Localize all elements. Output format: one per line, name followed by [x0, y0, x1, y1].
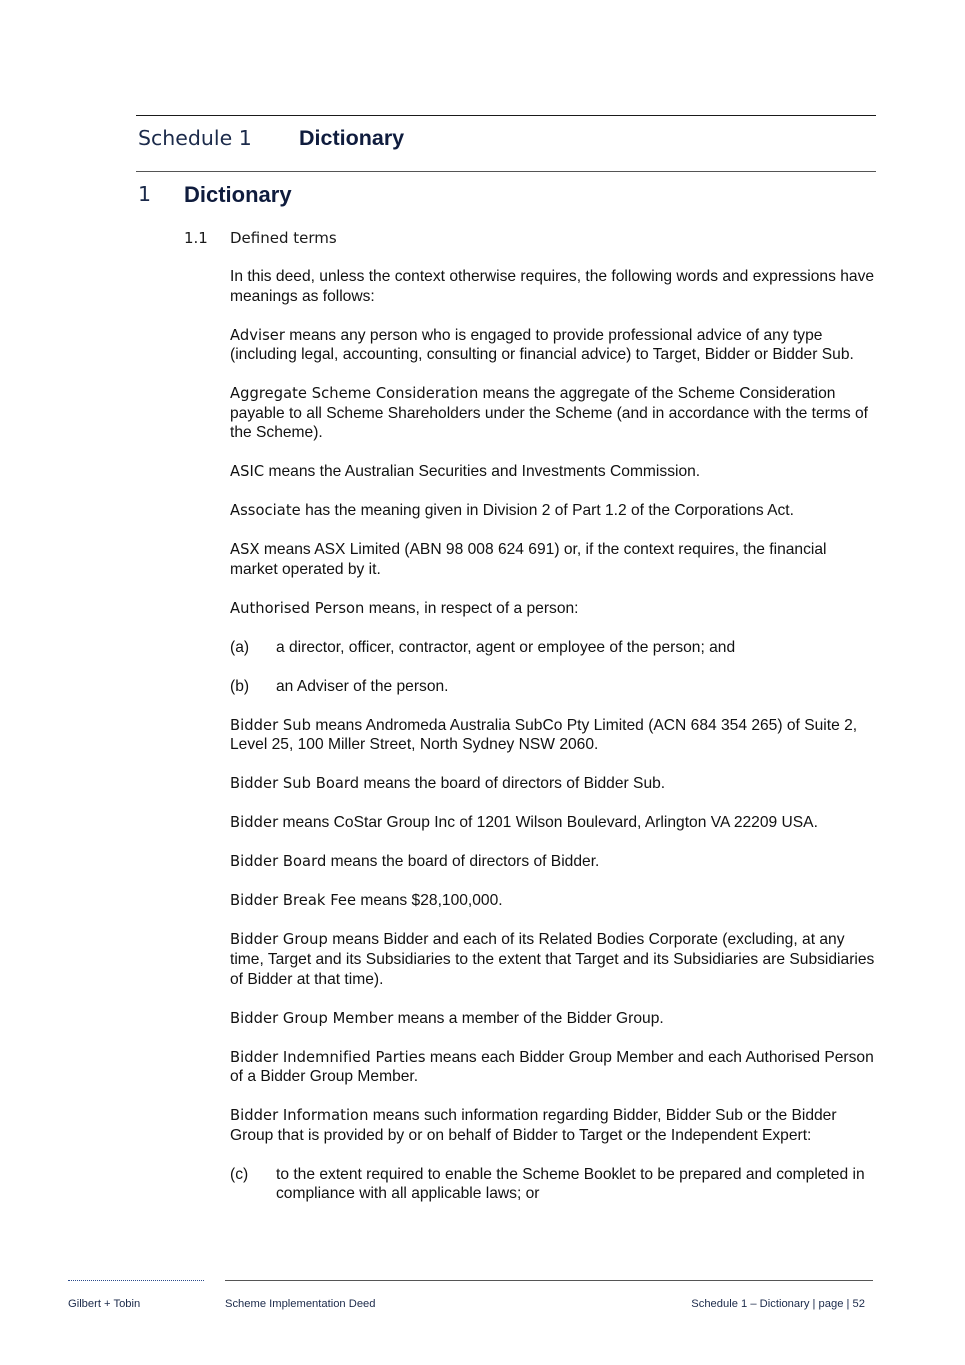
sub-item — [230, 638, 875, 658]
defined-term: Adviser — [230, 326, 285, 344]
definition-text: means any person who is engaged to provide professional advice of any type (including legal, accounting, consulting or financial advice) to Target, Bidder or Bidder Sub. — [230, 326, 854, 364]
definition-aggregate-scheme-consideration — [230, 384, 875, 443]
footer-dotted-rule — [68, 1280, 204, 1281]
defined-term: ASX — [230, 541, 260, 559]
definition-adviser — [230, 326, 875, 365]
definition-text: means Bidder and each of its Related Bodies Corporate (excluding, at any time, Target and its Subsidiaries to the extent that Target and its Subsidiaries are Subsidiaries of Bidder at that time). — [230, 931, 875, 988]
definition-text: means Andromeda Australia SubCo Pty Limited (ACN 684 354 265) of Suite 2, Level 25, 100 Miller Street, North Sydney NSW 2060. — [230, 716, 858, 754]
defined-term: Bidder Sub — [230, 716, 312, 734]
definition-text: means a member of the Bidder Group. — [393, 1009, 664, 1027]
defined-term: Bidder Information — [230, 1107, 369, 1125]
definition-text: means each Bidder Group Member and each Authorised Person of a Bidder Group Member. — [230, 1048, 874, 1086]
definition-text: means the board of directors of Bidder. — [326, 853, 600, 871]
definition-text: means the board of directors of Bidder Sub. — [359, 775, 666, 793]
defined-term: Bidder Break Fee — [230, 892, 357, 910]
footer-rule — [225, 1280, 873, 1281]
defined-term: Aggregate Scheme Consideration — [230, 385, 479, 403]
defined-term: Bidder Group Member — [230, 1009, 394, 1027]
definition-asx — [230, 540, 875, 579]
defined-term: ASIC — [230, 463, 265, 481]
sub-item-label: (b) — [230, 677, 250, 695]
definition-text: means $28,100,000. — [356, 892, 503, 910]
sub-item-text: a director, officer, contractor, agent or employee of the person; and — [276, 638, 736, 656]
definition-text: means, in respect of a person: — [364, 599, 579, 617]
sub-item — [230, 1165, 875, 1204]
definition-text: means the Australian Securities and Investments Commission. — [264, 463, 701, 481]
sub-item-label: (c) — [230, 1165, 249, 1183]
definition-bidder-group-member — [230, 1009, 875, 1029]
schedule-number: Schedule 1 — [138, 126, 252, 150]
defined-term: Bidder Group — [230, 931, 328, 949]
sub-item — [230, 677, 875, 697]
definition-asic — [230, 462, 875, 482]
subsection-heading — [184, 229, 337, 247]
definition-associate — [230, 501, 875, 521]
sub-item-text: an Adviser of the person. — [276, 677, 449, 695]
defined-term: Bidder Board — [230, 853, 327, 871]
definition-bidder — [230, 813, 875, 833]
definition-text: has the meaning given in Division 2 of Part 1.2 of the Corporations Act. — [300, 502, 794, 520]
definition-text: means such information regarding Bidder, Bidder Sub or the Bidder Group that is provided by or on behalf of Bidder to Target or the Independent Expert: — [230, 1107, 837, 1144]
subsection-number: 1.1 — [184, 229, 208, 247]
definition-authorised-person — [230, 599, 875, 619]
footer-page-reference: Schedule 1 – Dictionary | page | 52 — [691, 1298, 865, 1310]
footer-document-title: Scheme Implementation Deed — [225, 1298, 376, 1310]
footer-firm: Gilbert + Tobin — [68, 1298, 141, 1310]
subsection-title: Defined terms — [230, 229, 337, 247]
section-number: 1 — [138, 182, 152, 206]
defined-term: Bidder Indemnified Parties — [230, 1048, 426, 1066]
definition-bidder-board — [230, 852, 875, 872]
definition-bidder-sub — [230, 716, 875, 755]
section-title: Dictionary — [184, 182, 292, 207]
definition-bidder-break-fee — [230, 891, 875, 911]
definition-bidder-information — [230, 1106, 875, 1145]
definition-bidder-sub-board — [230, 774, 875, 794]
schedule-rule — [136, 171, 876, 172]
defined-term: Associate — [230, 502, 301, 520]
defined-term: Authorised Person — [230, 599, 365, 617]
definitions-body — [230, 267, 875, 1223]
defined-term: Bidder Sub Board — [230, 775, 360, 793]
definition-text: means CoStar Group Inc of 1201 Wilson Boulevard, Arlington VA 22209 USA. — [278, 814, 818, 832]
intro-paragraph: In this deed, unless the context otherwise requires, the following words and expressions have meanings as follows: — [230, 268, 875, 305]
defined-term: Bidder — [230, 814, 279, 832]
definition-text: means the aggregate of the Scheme Consideration payable to all Scheme Shareholders under the Scheme (and in accordance with the terms of the Scheme). — [230, 385, 868, 442]
sub-item-text: to the extent required to enable the Scheme Booklet to be prepared and completed in compliance with all applicable laws; or — [276, 1165, 865, 1203]
schedule-title: Dictionary — [299, 126, 405, 150]
definition-bidder-indemnified-parties — [230, 1048, 875, 1087]
definition-bidder-group — [230, 930, 875, 989]
definition-text: means ASX Limited (ABN 98 008 624 691) or, if the context requires, the financial market operated by it. — [230, 541, 827, 578]
top-rule — [136, 115, 876, 116]
sub-item-label: (a) — [230, 638, 250, 656]
